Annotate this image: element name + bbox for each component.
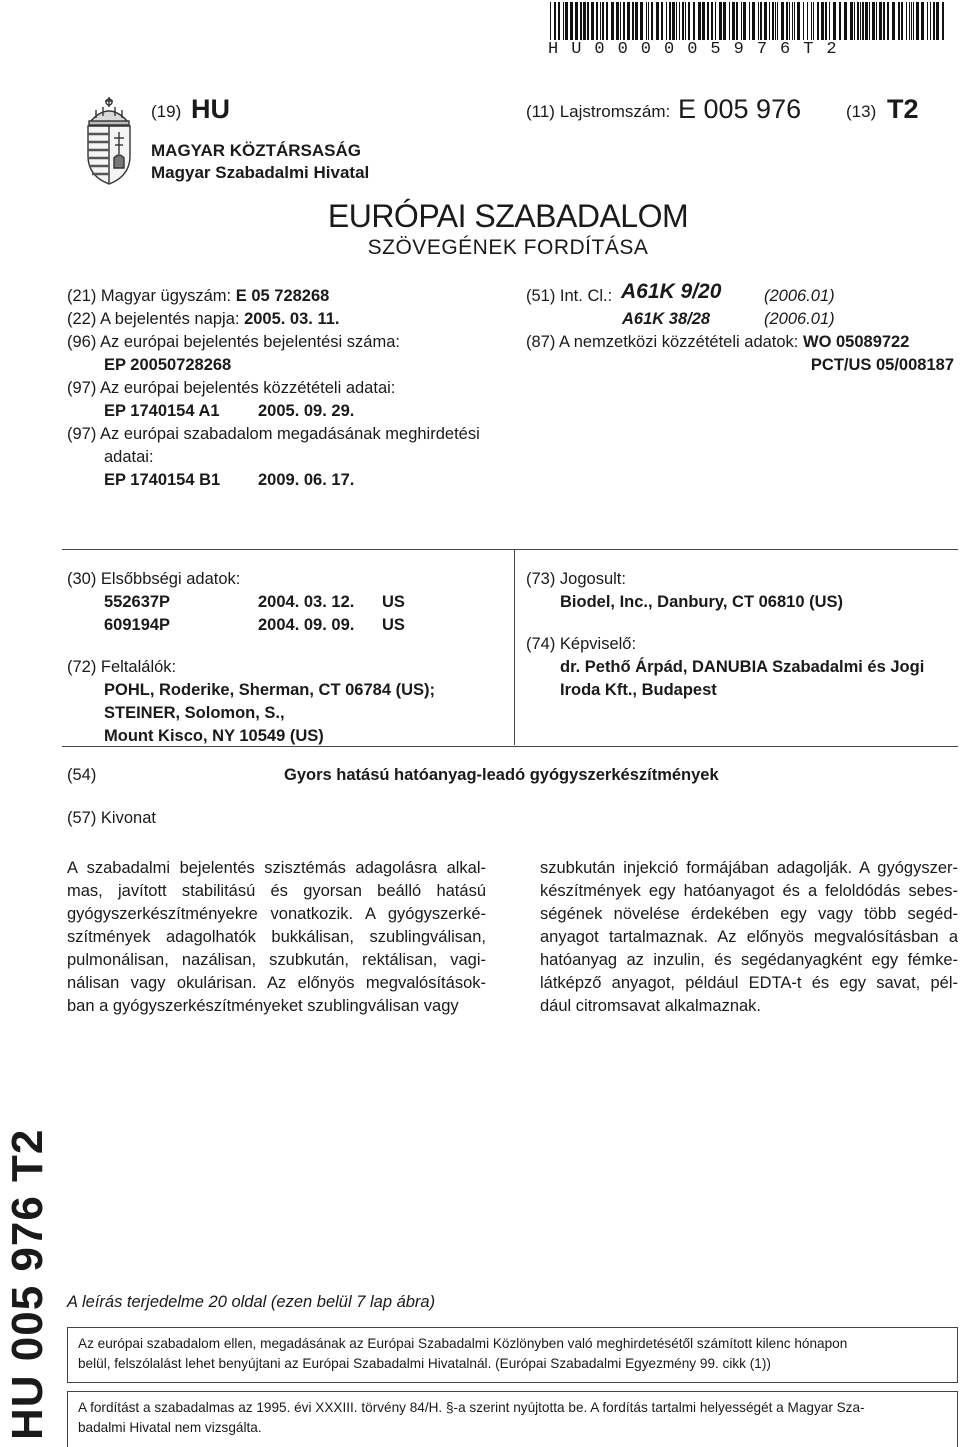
barcode-bar — [711, 2, 713, 40]
barcode-bar — [892, 2, 895, 40]
barcode-bar — [913, 2, 914, 40]
barcode-bar — [792, 2, 793, 40]
abstract-line: szítmények adagolhatók bukkálisan, szublingválisan, — [67, 928, 486, 946]
abstract-line: nálisan vagy okulárisan. Az előnyös megvalósítások- — [67, 974, 486, 992]
abstract-line: dául citromsavat alkalmaznak. — [540, 997, 762, 1015]
priority-2-country: US — [382, 616, 405, 634]
priority-1-date: 2004. 03. 12. — [258, 593, 355, 611]
barcode-bar — [825, 2, 827, 40]
barcode-bar — [570, 2, 573, 40]
field-97a-number: EP 1740154 A1 — [104, 402, 220, 420]
barcode-bar — [769, 2, 770, 40]
barcode-bar — [909, 2, 910, 40]
field-97b-number: EP 1740154 B1 — [104, 471, 221, 489]
side-publication-label: HU 005 976 T2 — [3, 1128, 52, 1440]
invention-title: Gyors hatású hatóanyag-leadó gyógyszerkészítmények — [284, 766, 719, 784]
barcode-bar — [635, 2, 638, 40]
barcode-bar — [600, 2, 601, 40]
field-51-label: (51) Int. Cl.: — [526, 287, 613, 305]
abstract-line: pulmonálisan, nazálisan, szubkután, rektálisan, vagi- — [67, 951, 486, 969]
barcode-bar — [591, 2, 594, 40]
barcode-bar — [741, 2, 742, 40]
barcode — [548, 2, 948, 40]
barcode-bar — [829, 2, 830, 40]
barcode-bar — [565, 2, 568, 40]
barcode-bar — [883, 2, 885, 40]
field-97b-label-cont: adatai: — [104, 448, 154, 466]
barcode-bar — [693, 2, 695, 40]
barcode-bar — [916, 2, 919, 40]
barcode-bar — [807, 2, 808, 40]
opposition-line-1: Az európai szabadalom ellen, megadásának az Európai Szabadalmi Közlönyben való meghirdetésétől számított kilenc hónapon — [78, 1336, 848, 1351]
barcode-bar — [911, 2, 912, 40]
barcode-bar — [648, 2, 649, 40]
ipc-class-1: A61K 9/20 — [621, 280, 722, 303]
barcode-number: HU000005976T2 — [548, 40, 850, 59]
owner-name: Biodel, Inc. — [560, 593, 649, 611]
barcode-bar — [821, 2, 824, 40]
priority-1-country: US — [382, 593, 405, 611]
barcode-bar — [772, 2, 774, 40]
abstract-line: mas, javított stabilitású és gyorsan beálló hatású — [67, 882, 486, 900]
barcode-bar — [688, 2, 690, 40]
field-97b-date: 2009. 06. 17. — [258, 471, 355, 489]
abstract-line: A szabadalmi bejelentés szisztémás adagolásra alkal- — [67, 859, 486, 877]
barcode-bar — [862, 2, 864, 40]
inventor-line-3: Mount Kisco, NY 10549 (US) — [104, 727, 324, 745]
barcode-bar — [833, 2, 836, 40]
barcode-bar — [632, 2, 634, 40]
agent-line-2 — [560, 679, 717, 701]
owner-address: , Danbury, CT 06810 (US) — [648, 593, 844, 611]
barcode-bar — [620, 2, 621, 40]
barcode-bar — [587, 2, 589, 40]
barcode-bar — [676, 2, 677, 40]
field-19-label: (19) — [151, 102, 182, 121]
document-title: EURÓPAI SZABADALOM — [327, 198, 689, 234]
barcode-bar — [669, 2, 671, 40]
abstract-line: készítmények egy hatóanyagot és a feloldódás sebes- — [540, 882, 958, 900]
barcode-bar — [869, 2, 870, 40]
barcode-bar — [550, 2, 551, 40]
barcode-bar — [656, 2, 659, 40]
barcode-bar — [707, 2, 709, 40]
barcode-bar — [879, 2, 882, 40]
barcode-bar — [623, 2, 625, 40]
field-13-label: (13) — [846, 102, 877, 121]
barcode-bar — [854, 2, 855, 40]
barcode-bar — [811, 2, 812, 40]
field-22 — [67, 308, 340, 330]
barcode-bar — [839, 2, 841, 40]
field-21 — [67, 285, 329, 307]
barcode-bar — [661, 2, 663, 40]
barcode-bar — [775, 2, 776, 40]
barcode-bar — [743, 2, 746, 40]
barcode-bar — [596, 2, 598, 40]
barcode-bar — [563, 2, 564, 40]
barcode-bar — [817, 2, 819, 40]
country-code: HU — [191, 94, 230, 124]
field-87-pct-number: PCT/US 05/008187 — [810, 356, 954, 374]
field-87 — [526, 331, 909, 353]
barcode-bar — [760, 2, 762, 40]
barcode-bar — [865, 2, 868, 40]
field-97a-label: (97) Az európai bejelentés közzétételi adatai: — [67, 379, 396, 397]
field-11-label: (11) Lajstromszám: — [526, 102, 671, 121]
barcode-bar — [906, 2, 907, 40]
field-21-label: (21) Magyar ügyszám: — [67, 287, 232, 305]
barcode-bar — [794, 2, 795, 40]
field-96-label: (96) Az európai bejelentés bejelentési száma: — [67, 333, 400, 351]
translation-line-1: A fordítást a szabadalmas az 1995. évi XXXIII. törvény 84/H. §-a szerint nyújtotta be. A fordítás tartalmi helyességét a Magyar Sza- — [78, 1400, 865, 1415]
barcode-bar — [583, 2, 586, 40]
barcode-bar — [672, 2, 675, 40]
barcode-bar — [729, 2, 730, 40]
barcode-bar — [702, 2, 705, 40]
barcode-bar — [758, 2, 759, 40]
agent-line-1: dr. Pethő Árpád, DANUBIA Szabadalmi és Jogi — [560, 658, 925, 676]
barcode-bar — [898, 2, 900, 40]
barcode-bar — [640, 2, 643, 40]
barcode-bar — [646, 2, 647, 40]
barcode-bar — [554, 2, 556, 40]
barcode-bar — [872, 2, 875, 40]
agent-firm: Iroda Kft. — [560, 681, 633, 699]
barcode-bar — [781, 2, 784, 40]
priority-1-number: 552637P — [104, 593, 171, 611]
barcode-bar — [921, 2, 924, 40]
field-22-value: 2005. 03. 11. — [244, 310, 340, 328]
barcode-bar — [749, 2, 750, 40]
barcode-bar — [876, 2, 877, 40]
kind-code: T2 — [887, 94, 919, 124]
barcode-bar — [627, 2, 630, 40]
barcode-bar — [723, 2, 726, 40]
barcode-bar — [887, 2, 889, 40]
barcode-bar — [606, 2, 608, 40]
abstract-line: látképző anyagot, például EDTA-t és egy savat, pél- — [540, 974, 958, 992]
inventor-line-2: STEINER, Solomon, S., — [104, 704, 285, 722]
barcode-bar — [930, 2, 931, 40]
barcode-bar — [682, 2, 684, 40]
agent-city: , Budapest — [632, 681, 717, 699]
owner-label: (73) Jogosult: — [526, 570, 626, 588]
registration-number: E 005 976 — [678, 94, 802, 124]
barcode-bar — [927, 2, 928, 40]
opposition-line-2: belül, felszólalást lehet benyújtani az Európai Szabadalmi Hivatalnál. (Európai Szabadalmi Egyezmény 99. cikk (1)) — [78, 1356, 771, 1371]
barcode-bar — [777, 2, 778, 40]
field-54-label: (54) — [67, 766, 97, 784]
barcode-bar — [715, 2, 716, 40]
ipc-class-2: A61K 38/28 — [622, 310, 711, 328]
hungarian-coat-of-arms-icon — [82, 96, 136, 186]
barcode-bar — [611, 2, 614, 40]
office-name: Magyar Szabadalmi Hivatal — [151, 163, 370, 182]
inventor-line-1: POHL, Roderike, Sherman, CT 06784 (US); — [104, 681, 436, 699]
priority-2-number: 609194P — [104, 616, 171, 634]
barcode-bar — [679, 2, 680, 40]
barcode-bar — [797, 2, 800, 40]
parties-divider — [514, 549, 515, 745]
abstract-right-column — [540, 857, 958, 1018]
translation-line-2: badalmi Hivatal nem vizsgálta. — [78, 1420, 262, 1435]
priority-label: (30) Elsőbbségi adatok: — [67, 570, 241, 588]
barcode-bar — [651, 2, 653, 40]
barcode-bar — [803, 2, 804, 40]
barcode-bar — [850, 2, 853, 40]
field-22-label: (22) A bejelentés napja: — [67, 310, 240, 328]
document-subtitle: SZÖVEGÉNEK FORDÍTÁSA — [367, 236, 649, 259]
barcode-bar — [786, 2, 788, 40]
abstract-left-column — [67, 857, 486, 1018]
barcode-bar — [857, 2, 859, 40]
abstract-line: gyógyszerkészítményekre vonatkozik. A gyógyszerké- — [67, 905, 486, 923]
barcode-bar — [685, 2, 686, 40]
barcode-bar — [789, 2, 790, 40]
barcode-bar — [580, 2, 582, 40]
agent-label: (74) Képviselő: — [526, 635, 637, 653]
barcode-bar — [936, 2, 939, 40]
abstract-line: ban a gyógyszerkészítményeket szublingválisan vagy — [67, 997, 459, 1015]
barcode-bar — [813, 2, 814, 40]
owner-line — [560, 591, 843, 613]
barcode-bar — [942, 2, 944, 40]
field-87-label: (87) A nemzetközi közzétételi adatok: — [526, 333, 799, 351]
barcode-bar — [732, 2, 735, 40]
barcode-bar — [901, 2, 903, 40]
inventors-label: (72) Feltalálók: — [67, 658, 177, 676]
field-97a-date: 2005. 09. 29. — [258, 402, 355, 420]
barcode-bar — [736, 2, 738, 40]
field-21-value: E 05 728268 — [235, 287, 330, 305]
barcode-bar — [719, 2, 722, 40]
barcode-bar — [666, 2, 667, 40]
barcode-bar — [933, 2, 935, 40]
barcode-bar — [752, 2, 755, 40]
barcode-bar — [764, 2, 767, 40]
ipc-class-2-version: (2006.01) — [764, 310, 835, 328]
ipc-class-1-version: (2006.01) — [764, 287, 835, 305]
barcode-bar — [616, 2, 619, 40]
office-country: MAGYAR KÖZTÁRSASÁG — [151, 141, 361, 160]
field-87-wo-number: WO 05089722 — [803, 333, 910, 351]
barcode-bar — [575, 2, 578, 40]
abstract-line: anyagot tartalmaznak. Az előnyös megvalósításban a — [540, 928, 958, 946]
abstract-line: szubkután injekció formájában adagolják. A gyógyszer- — [540, 859, 958, 877]
barcode-bar — [844, 2, 847, 40]
field-97b-label: (97) Az európai szabadalom megadásának meghirdetési — [67, 425, 480, 443]
barcode-bar — [860, 2, 861, 40]
priority-2-date: 2004. 09. 09. — [258, 616, 355, 634]
abstract-label: (57) Kivonat — [67, 809, 156, 827]
barcode-bar — [698, 2, 701, 40]
barcode-bar — [558, 2, 560, 40]
abstract-line: hatóanyag az inzulin, és segédanyagként egy fémke- — [540, 951, 958, 969]
barcode-bar — [602, 2, 604, 40]
field-96-value: EP 20050728268 — [104, 356, 232, 374]
length-note: A leírás terjedelme 20 oldal (ezen belül 7 lap ábra) — [67, 1293, 436, 1311]
abstract-line: ségének növelése érdekében egy vagy több segéd- — [540, 905, 958, 923]
